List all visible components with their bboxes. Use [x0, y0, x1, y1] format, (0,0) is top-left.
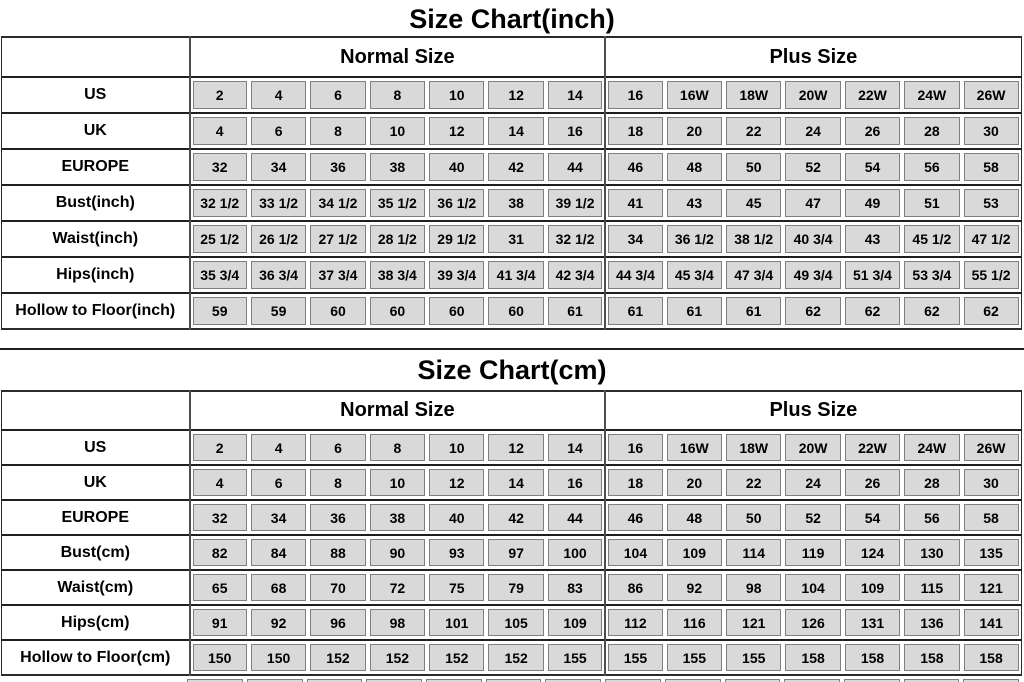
size-value-cell: 62: [902, 293, 961, 329]
table-row: [2, 113, 1022, 149]
size-value-cell: 109: [843, 570, 902, 605]
size-value-cell: 26 1/2: [249, 221, 308, 257]
size-value-cell: 38: [368, 500, 427, 535]
size-value-cell: 158: [783, 640, 842, 675]
size-value-cell: 47 1/2: [962, 221, 1021, 257]
size-value-cell: 6: [249, 465, 308, 500]
size-value-cell: 121: [962, 570, 1021, 605]
table-row: [2, 257, 1022, 293]
size-value-cell: 52: [783, 149, 842, 185]
size-value-cell: 150: [249, 640, 308, 675]
row-label: US: [2, 430, 190, 465]
size-value-cell: 98: [368, 605, 427, 640]
size-value-cell: 155: [546, 640, 605, 675]
size-value-cell: 44: [546, 500, 605, 535]
row-label: EUROPE: [2, 500, 190, 535]
size-value-cell: 135: [962, 535, 1021, 570]
size-chart-inch-title: Size Chart(inch): [409, 4, 615, 34]
size-value-cell: 62: [783, 293, 842, 329]
row-label: EUROPE: [2, 149, 190, 185]
size-value-cell: 18: [605, 465, 664, 500]
row-label: Waist(cm): [2, 570, 190, 605]
size-value-cell: 61: [665, 293, 724, 329]
table-row: [2, 149, 1022, 185]
size-value-cell: 4: [249, 77, 308, 113]
size-value-cell: 158: [962, 640, 1021, 675]
size-value-cell: 49 3/4: [783, 257, 842, 293]
size-value-cell: 24: [783, 113, 842, 149]
size-value-cell: 26: [843, 113, 902, 149]
corner-cell: [2, 391, 190, 430]
size-value-cell: 62: [843, 293, 902, 329]
size-value-cell: 93: [427, 535, 486, 570]
cropped-label-cell: [1, 676, 185, 682]
size-value-cell: 136: [902, 605, 961, 640]
size-value-cell: 26W: [962, 77, 1021, 113]
size-value-cell: 4: [190, 465, 249, 500]
size-value-cell: 48: [665, 149, 724, 185]
size-value-cell: 60: [486, 293, 545, 329]
size-value-cell: 8: [308, 113, 367, 149]
size-value-cell: 68: [249, 570, 308, 605]
size-value-cell: 39 3/4: [427, 257, 486, 293]
size-value-cell: 6: [308, 77, 367, 113]
size-value-cell: 112: [605, 605, 664, 640]
size-value-cell: 105: [486, 605, 545, 640]
size-value-cell: 109: [546, 605, 605, 640]
size-value-cell: 114: [724, 535, 783, 570]
size-value-cell: 36: [308, 149, 367, 185]
size-value-cell: 121: [724, 605, 783, 640]
size-value-cell: 34: [249, 500, 308, 535]
size-value-cell: 61: [546, 293, 605, 329]
size-value-cell: 34: [249, 149, 308, 185]
size-value-cell: 84: [249, 535, 308, 570]
size-value-cell: 91: [190, 605, 249, 640]
size-value-cell: 50: [724, 500, 783, 535]
size-value-cell: 38: [368, 149, 427, 185]
size-value-cell: 158: [902, 640, 961, 675]
size-value-cell: 35 3/4: [190, 257, 249, 293]
size-value-cell: 20W: [783, 430, 842, 465]
size-value-cell: 79: [486, 570, 545, 605]
size-value-cell: 86: [605, 570, 664, 605]
size-value-cell: 45: [724, 185, 783, 221]
table-row: [2, 605, 1022, 640]
size-value-cell: 16W: [665, 77, 724, 113]
size-value-cell: 12: [486, 77, 545, 113]
size-value-cell: 38: [486, 185, 545, 221]
size-value-cell: 26W: [962, 430, 1021, 465]
size-value-cell: 53: [962, 185, 1021, 221]
size-value-cell: 34 1/2: [308, 185, 367, 221]
table-row: [2, 640, 1022, 675]
size-value-cell: 22W: [843, 77, 902, 113]
size-value-cell: 6: [308, 430, 367, 465]
normal-size-header: Normal Size: [190, 37, 606, 77]
cropped-partial-row: [1, 676, 1021, 682]
row-label: US: [2, 77, 190, 113]
size-chart-cm-title: Size Chart(cm): [417, 355, 607, 385]
size-value-cell: 24W: [902, 430, 961, 465]
size-value-cell: 10: [368, 113, 427, 149]
size-value-cell: 155: [605, 640, 664, 675]
size-value-cell: 25 1/2: [190, 221, 249, 257]
size-value-cell: 8: [308, 465, 367, 500]
size-value-cell: 42: [486, 500, 545, 535]
row-label: Hips(cm): [2, 605, 190, 640]
size-value-cell: 38 1/2: [724, 221, 783, 257]
size-value-cell: 47: [783, 185, 842, 221]
size-value-cell: 45 1/2: [902, 221, 961, 257]
row-label: Bust(cm): [2, 535, 190, 570]
size-value-cell: 10: [427, 77, 486, 113]
size-value-cell: 100: [546, 535, 605, 570]
size-value-cell: 116: [665, 605, 724, 640]
size-value-cell: 24: [783, 465, 842, 500]
size-value-cell: 33 1/2: [249, 185, 308, 221]
size-value-cell: 10: [368, 465, 427, 500]
size-value-cell: 150: [190, 640, 249, 675]
size-value-cell: 92: [249, 605, 308, 640]
plus-size-header: Plus Size: [605, 37, 1021, 77]
size-value-cell: 124: [843, 535, 902, 570]
size-value-cell: 8: [368, 430, 427, 465]
size-value-cell: 32 1/2: [190, 185, 249, 221]
size-value-cell: 22: [724, 113, 783, 149]
size-value-cell: 22: [724, 465, 783, 500]
table-row: [2, 221, 1022, 257]
size-value-cell: 52: [783, 500, 842, 535]
size-value-cell: 62: [962, 293, 1021, 329]
size-value-cell: 44 3/4: [605, 257, 664, 293]
size-value-cell: 2: [190, 430, 249, 465]
size-value-cell: 22W: [843, 430, 902, 465]
size-value-cell: 43: [843, 221, 902, 257]
size-value-cell: 58: [962, 149, 1021, 185]
size-value-cell: 65: [190, 570, 249, 605]
size-value-cell: 18: [605, 113, 664, 149]
size-value-cell: 41 3/4: [486, 257, 545, 293]
size-chart-cm-table: [1, 390, 1022, 676]
size-value-cell: 40: [427, 149, 486, 185]
size-value-cell: 60: [427, 293, 486, 329]
size-value-cell: 38 3/4: [368, 257, 427, 293]
size-value-cell: 54: [843, 149, 902, 185]
size-value-cell: 109: [665, 535, 724, 570]
table-row: [2, 77, 1022, 113]
size-value-cell: 61: [724, 293, 783, 329]
group-header-row: [2, 37, 1022, 77]
size-value-cell: 16: [605, 77, 664, 113]
size-value-cell: 20W: [783, 77, 842, 113]
size-value-cell: 70: [308, 570, 367, 605]
row-label: Waist(inch): [2, 221, 190, 257]
table-row: [2, 465, 1022, 500]
size-value-cell: 101: [427, 605, 486, 640]
size-value-cell: 37 3/4: [308, 257, 367, 293]
size-value-cell: 104: [605, 535, 664, 570]
size-value-cell: 18W: [724, 430, 783, 465]
row-label: Bust(inch): [2, 185, 190, 221]
size-value-cell: 12: [486, 430, 545, 465]
size-value-cell: 83: [546, 570, 605, 605]
size-value-cell: 98: [724, 570, 783, 605]
group-header-row: [2, 391, 1022, 430]
size-value-cell: 50: [724, 149, 783, 185]
size-value-cell: 8: [368, 77, 427, 113]
size-value-cell: 4: [249, 430, 308, 465]
row-label: UK: [2, 113, 190, 149]
size-value-cell: 28: [902, 113, 961, 149]
size-value-cell: 10: [427, 430, 486, 465]
size-value-cell: 152: [427, 640, 486, 675]
size-value-cell: 53 3/4: [902, 257, 961, 293]
size-value-cell: 97: [486, 535, 545, 570]
size-value-cell: 152: [368, 640, 427, 675]
size-value-cell: 29 1/2: [427, 221, 486, 257]
size-value-cell: 27 1/2: [308, 221, 367, 257]
size-value-cell: 158: [843, 640, 902, 675]
size-value-cell: 119: [783, 535, 842, 570]
size-value-cell: 141: [962, 605, 1021, 640]
size-value-cell: 45 3/4: [665, 257, 724, 293]
table-row: [2, 430, 1022, 465]
size-value-cell: 155: [665, 640, 724, 675]
size-value-cell: 14: [546, 77, 605, 113]
size-value-cell: 12: [427, 113, 486, 149]
size-value-cell: 54: [843, 500, 902, 535]
size-value-cell: 82: [190, 535, 249, 570]
row-label: Hollow to Floor(inch): [2, 293, 190, 329]
size-value-cell: 130: [902, 535, 961, 570]
size-value-cell: 88: [308, 535, 367, 570]
size-value-cell: 36 1/2: [427, 185, 486, 221]
size-value-cell: 16: [546, 465, 605, 500]
size-value-cell: 30: [962, 113, 1021, 149]
size-value-cell: 39 1/2: [546, 185, 605, 221]
size-value-cell: 30: [962, 465, 1021, 500]
size-value-cell: 56: [902, 500, 961, 535]
size-value-cell: 36 1/2: [665, 221, 724, 257]
table-row: [2, 185, 1022, 221]
size-value-cell: 6: [249, 113, 308, 149]
size-value-cell: 42: [486, 149, 545, 185]
size-value-cell: 32: [190, 500, 249, 535]
size-value-cell: 31: [486, 221, 545, 257]
size-value-cell: 12: [427, 465, 486, 500]
row-label: Hollow to Floor(cm): [2, 640, 190, 675]
size-value-cell: 152: [486, 640, 545, 675]
size-value-cell: 104: [783, 570, 842, 605]
size-value-cell: 26: [843, 465, 902, 500]
size-value-cell: 75: [427, 570, 486, 605]
size-value-cell: 34: [605, 221, 664, 257]
size-value-cell: 36: [308, 500, 367, 535]
size-value-cell: 14: [486, 113, 545, 149]
size-value-cell: 126: [783, 605, 842, 640]
size-value-cell: 14: [486, 465, 545, 500]
size-value-cell: 28 1/2: [368, 221, 427, 257]
table-row: [2, 293, 1022, 329]
size-value-cell: 51 3/4: [843, 257, 902, 293]
size-value-cell: 48: [665, 500, 724, 535]
size-value-cell: 131: [843, 605, 902, 640]
row-label: UK: [2, 465, 190, 500]
size-value-cell: 55 1/2: [962, 257, 1021, 293]
size-value-cell: 32 1/2: [546, 221, 605, 257]
size-value-cell: 41: [605, 185, 664, 221]
size-value-cell: 155: [724, 640, 783, 675]
size-value-cell: 24W: [902, 77, 961, 113]
size-value-cell: 92: [665, 570, 724, 605]
size-value-cell: 16: [546, 113, 605, 149]
row-label: Hips(inch): [2, 257, 190, 293]
size-value-cell: 60: [308, 293, 367, 329]
size-value-cell: 49: [843, 185, 902, 221]
table-row: [2, 535, 1022, 570]
plus-size-header: Plus Size: [605, 391, 1021, 430]
size-value-cell: 14: [546, 430, 605, 465]
size-value-cell: 20: [665, 465, 724, 500]
size-value-cell: 46: [605, 149, 664, 185]
size-value-cell: 90: [368, 535, 427, 570]
corner-cell: [2, 37, 190, 77]
size-value-cell: 2: [190, 77, 249, 113]
size-value-cell: 16W: [665, 430, 724, 465]
size-chart-inch-table: [1, 36, 1022, 330]
size-value-cell: 51: [902, 185, 961, 221]
size-value-cell: 46: [605, 500, 664, 535]
table-row: [2, 570, 1022, 605]
size-value-cell: 36 3/4: [249, 257, 308, 293]
size-value-cell: 59: [190, 293, 249, 329]
size-value-cell: 60: [368, 293, 427, 329]
normal-size-header: Normal Size: [190, 391, 606, 430]
size-value-cell: 56: [902, 149, 961, 185]
size-value-cell: 44: [546, 149, 605, 185]
size-value-cell: 40 3/4: [783, 221, 842, 257]
size-value-cell: 58: [962, 500, 1021, 535]
table-row: [2, 500, 1022, 535]
size-value-cell: 20: [665, 113, 724, 149]
size-value-cell: 40: [427, 500, 486, 535]
size-value-cell: 152: [308, 640, 367, 675]
size-value-cell: 16: [605, 430, 664, 465]
size-value-cell: 32: [190, 149, 249, 185]
size-value-cell: 28: [902, 465, 961, 500]
size-value-cell: 59: [249, 293, 308, 329]
size-value-cell: 96: [308, 605, 367, 640]
size-value-cell: 47 3/4: [724, 257, 783, 293]
size-value-cell: 115: [902, 570, 961, 605]
size-value-cell: 35 1/2: [368, 185, 427, 221]
size-value-cell: 18W: [724, 77, 783, 113]
size-value-cell: 43: [665, 185, 724, 221]
size-value-cell: 72: [368, 570, 427, 605]
size-value-cell: 61: [605, 293, 664, 329]
size-value-cell: 4: [190, 113, 249, 149]
size-value-cell: 42 3/4: [546, 257, 605, 293]
